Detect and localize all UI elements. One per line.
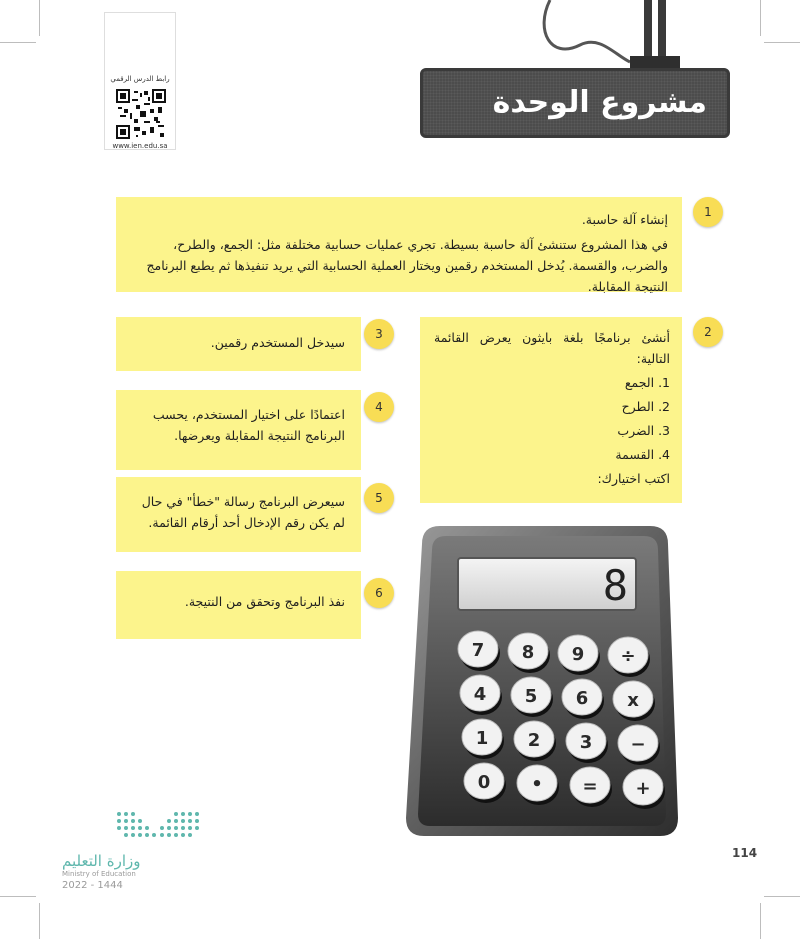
step-number-badge: 4 — [364, 392, 394, 422]
step-5-text: سيعرض البرنامج رسالة "خطأ" في حال لم يكن رقم الإدخال أحد أرقام القائمة. — [141, 494, 345, 530]
crop-mark — [0, 896, 36, 897]
ministry-dots-icon — [114, 808, 204, 838]
crop-mark — [39, 903, 40, 939]
step-1-box — [116, 197, 682, 292]
crop-mark — [764, 896, 800, 897]
step-1-title: إنشاء آلة حاسبة. — [581, 212, 668, 227]
calculator-key-label: 7 — [471, 640, 485, 661]
calculator-key-label: 1 — [475, 728, 489, 749]
calculator-illustration — [400, 518, 682, 843]
step-2-box — [420, 317, 682, 503]
calculator-key-label: − — [630, 734, 646, 755]
menu-item-subtract: 2. الطرح — [621, 399, 670, 414]
step-number-badge: 5 — [364, 483, 394, 513]
hanging-cable-illustration — [520, 0, 710, 72]
calculator-display: 8 — [602, 561, 628, 610]
step-1-text: في هذا المشروع ستنشئ آلة حاسبة بسيطة. تجري عمليات حسابية مختلفة مثل: الجمع، والطرح، والضرب، والقسمة. يُدخل المستخدم رقمين ويختار العملية الحسابية التي يريد تنفيذها ثم يطبع البرنامج النتيجة المقابلة. — [146, 237, 668, 294]
calculator-key-label: 2 — [527, 730, 541, 751]
qr-caption: رابط الدرس الرقمي — [110, 75, 170, 83]
step-number-badge: 2 — [693, 317, 723, 347]
qr-code-block[interactable] — [104, 12, 176, 150]
calculator-key-label: 0 — [477, 772, 491, 793]
ministry-name-english: Ministry of Education — [62, 870, 136, 878]
step-3-text: سيدخل المستخدم رقمين. — [210, 335, 345, 350]
title-board — [420, 68, 730, 138]
page-title: مشروع الوحدة — [492, 85, 707, 120]
step-6-box — [116, 571, 361, 639]
calculator-key-label: 6 — [575, 688, 589, 709]
calculator-key-label: x — [627, 690, 639, 711]
ministry-year: 2022 - 1444 — [62, 880, 123, 891]
step-number-badge: 3 — [364, 319, 394, 349]
crop-mark — [760, 903, 761, 939]
crop-mark — [760, 0, 761, 36]
step-4-text: اعتمادًا على اختيار المستخدم، يحسب البرنامج النتيجة المقابلة ويعرضها. — [152, 407, 345, 443]
calculator-key-label: = — [582, 776, 598, 797]
step-3-box — [116, 317, 361, 371]
calculator-key-label: 4 — [473, 684, 487, 705]
calculator-key-label: 3 — [579, 732, 593, 753]
crop-mark — [39, 0, 40, 36]
step-5-box — [116, 477, 361, 552]
calculator-key-label: 8 — [521, 642, 535, 663]
qr-code-icon — [116, 89, 166, 139]
step-6-text: نفذ البرنامج وتحقق من النتيجة. — [184, 594, 345, 609]
crop-mark — [764, 42, 800, 43]
menu-item-multiply: 3. الضرب — [617, 423, 670, 438]
crop-mark — [0, 42, 36, 43]
menu-item-divide: 4. القسمة — [615, 447, 670, 462]
calculator-key-label: • — [531, 774, 543, 795]
qr-url[interactable]: www.ien.edu.sa — [112, 142, 168, 150]
step-number-badge: 1 — [693, 197, 723, 227]
calculator-key-label: + — [635, 778, 651, 799]
step-4-box — [116, 390, 361, 470]
calculator-key-label: ÷ — [620, 646, 636, 667]
calculator-key-label: 5 — [524, 686, 538, 707]
menu-item-add: 1. الجمع — [624, 375, 670, 390]
ministry-logo — [62, 808, 222, 891]
step-number-badge: 6 — [364, 578, 394, 608]
page-number: 114 — [732, 846, 758, 860]
step-2-intro: أنشئ برنامجًا بلغة بايثون يعرض القائمة التالية: — [434, 330, 670, 366]
menu-prompt: اكتب اختيارك: — [597, 471, 670, 486]
ministry-name-arabic: وزارة التعليم — [62, 852, 141, 870]
calculator-key-label: 9 — [571, 644, 585, 665]
